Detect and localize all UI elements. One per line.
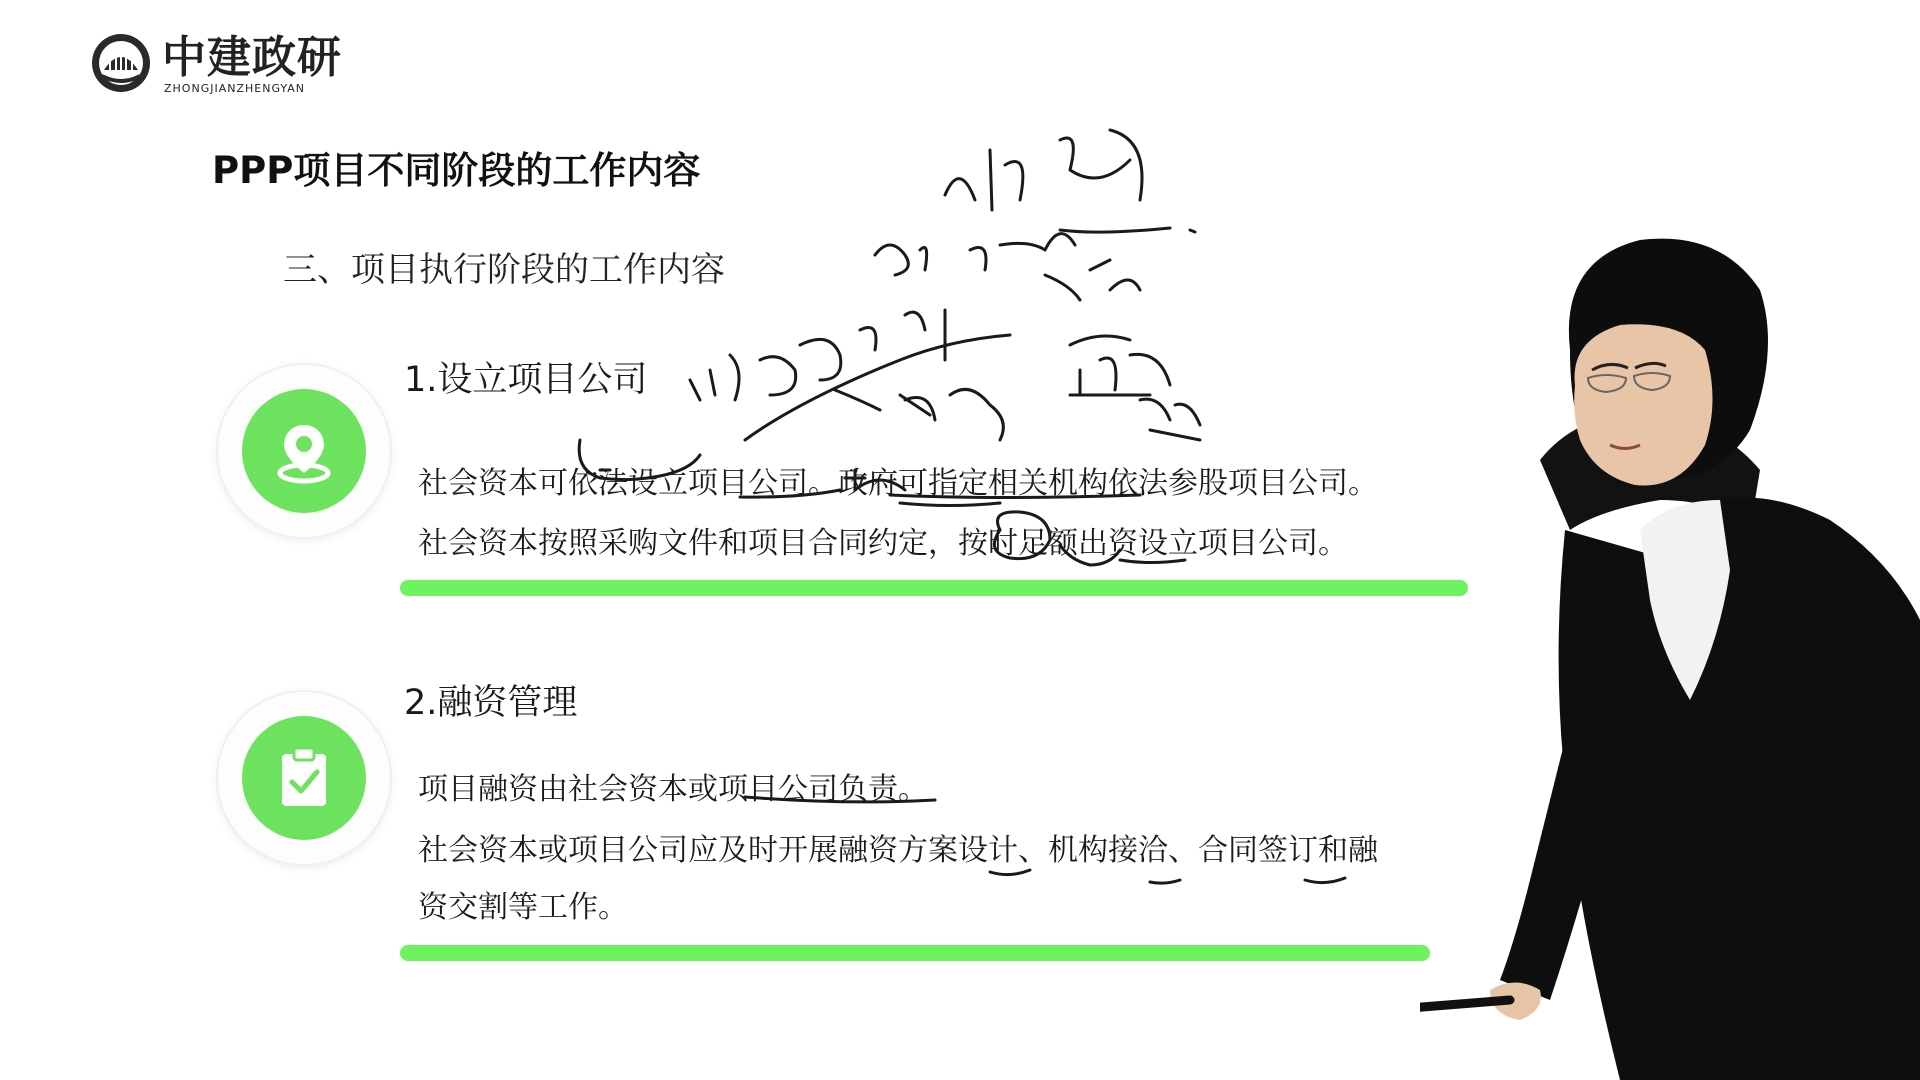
item-2-heading: 2.融资管理 [404, 683, 578, 723]
location-pin-icon [264, 411, 344, 491]
item-2-badge [218, 692, 390, 864]
logo-text-en: ZHONGJIANZHENGYAN [164, 82, 306, 95]
item-2-line-1: 项目融资由社会资本或项目公司负责。 [418, 772, 928, 807]
logo-text-cn: 中建政研 [162, 32, 342, 83]
item-2-badge-fill [242, 716, 366, 840]
item-1-heading: 1.设立项目公司 [404, 360, 648, 400]
logo-emblem-icon [90, 32, 152, 94]
section-title: 三、项目执行阶段的工作内容 [283, 250, 725, 290]
logo [90, 30, 350, 100]
item-1-line-2: 社会资本按照采购文件和项目合同约定，按时足额出资设立项目公司。 [418, 526, 1348, 561]
page-title: PPP项目不同阶段的工作内容 [212, 149, 701, 192]
item-2-divider-bar [400, 945, 1430, 961]
item-1-divider-bar [400, 580, 1468, 596]
presenter-figure [1420, 200, 1920, 1080]
item-1-badge-fill [242, 389, 366, 513]
item-2-line-3: 资交割等工作。 [418, 890, 628, 925]
item-1-line-1: 社会资本可依法设立项目公司。政府可指定相关机构依法参股项目公司。 [418, 466, 1378, 501]
item-1-badge [218, 365, 390, 537]
item-2-line-2: 社会资本或项目公司应及时开展融资方案设计、机构接洽、合同签订和融 [418, 833, 1378, 868]
clipboard-check-icon [264, 738, 344, 818]
